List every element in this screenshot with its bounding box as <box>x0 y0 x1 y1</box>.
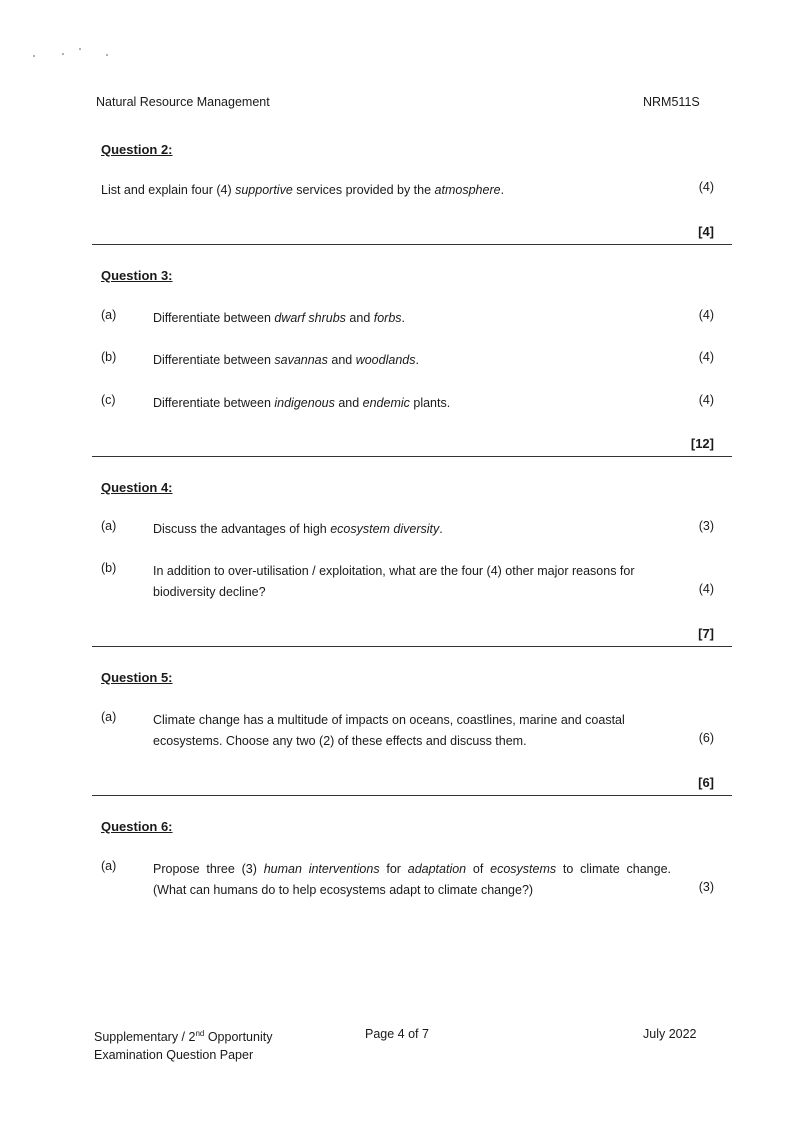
question-3c-marks: (4) <box>698 393 714 407</box>
question-3b-text: Differentiate between savannas and woodlands. <box>153 353 419 367</box>
divider <box>92 244 732 245</box>
question-2-text: List and explain four (4) supportive services provided by the atmosphere. <box>101 183 505 197</box>
question-4b-text: In addition to over-utilisation / exploitation, what are the four (4) other major reasons for biodiversity decline? <box>153 564 635 599</box>
question-4b-marks: (4) <box>698 582 714 596</box>
question-3a-marks: (4) <box>698 308 714 322</box>
question-4-title: Question 4: <box>101 480 173 495</box>
page-number: Page 4 of 7 <box>365 1027 429 1041</box>
question-2-marks: (4) <box>698 180 714 194</box>
question-3-title: Question 3: <box>101 268 173 283</box>
question-6-title: Question 6: <box>101 819 173 834</box>
course-code: NRM511S <box>643 95 700 109</box>
item-label: (a) <box>101 308 117 322</box>
question-3-total: [12] <box>690 436 714 451</box>
divider <box>92 795 732 796</box>
question-3a-text: Differentiate between dwarf shrubs and forbs. <box>153 311 406 325</box>
divider <box>92 456 732 457</box>
item-label: (b) <box>101 350 117 364</box>
question-4a-text: Discuss the advantages of high ecosystem diversity. <box>153 522 443 536</box>
item-label: (b) <box>101 561 117 575</box>
question-4-total: [7] <box>698 626 714 641</box>
question-5-total: [6] <box>698 775 714 790</box>
footer-exam-type: Supplementary / 2nd Opportunity Examination Question Paper <box>94 1029 273 1063</box>
item-label: (a) <box>101 859 117 873</box>
question-5a-marks: (6) <box>698 731 714 745</box>
question-2-total: [4] <box>698 224 714 239</box>
question-5a-text: Climate change has a multitude of impacts on oceans, coastlines, marine and coastal ecosystems. Choose any two (2) of these effects and discuss them. <box>153 713 625 748</box>
item-label: (c) <box>101 393 116 407</box>
item-label: (a) <box>101 519 117 533</box>
question-6a-text: Propose three (3) human interventions for adaptation of ecosystems to climate change. (What can humans do to help ecosystems adapt to climate change?) <box>153 862 671 897</box>
question-4a-marks: (3) <box>698 519 714 533</box>
divider <box>92 646 732 647</box>
question-6a-marks: (3) <box>698 880 714 894</box>
question-3b-marks: (4) <box>698 350 714 364</box>
item-label: (a) <box>101 710 117 724</box>
course-title: Natural Resource Management <box>96 95 270 109</box>
question-3c-text: Differentiate between indigenous and endemic plants. <box>153 396 451 410</box>
exam-date: July 2022 <box>643 1027 697 1041</box>
question-2-title: Question 2: <box>101 142 173 157</box>
question-5-title: Question 5: <box>101 670 173 685</box>
